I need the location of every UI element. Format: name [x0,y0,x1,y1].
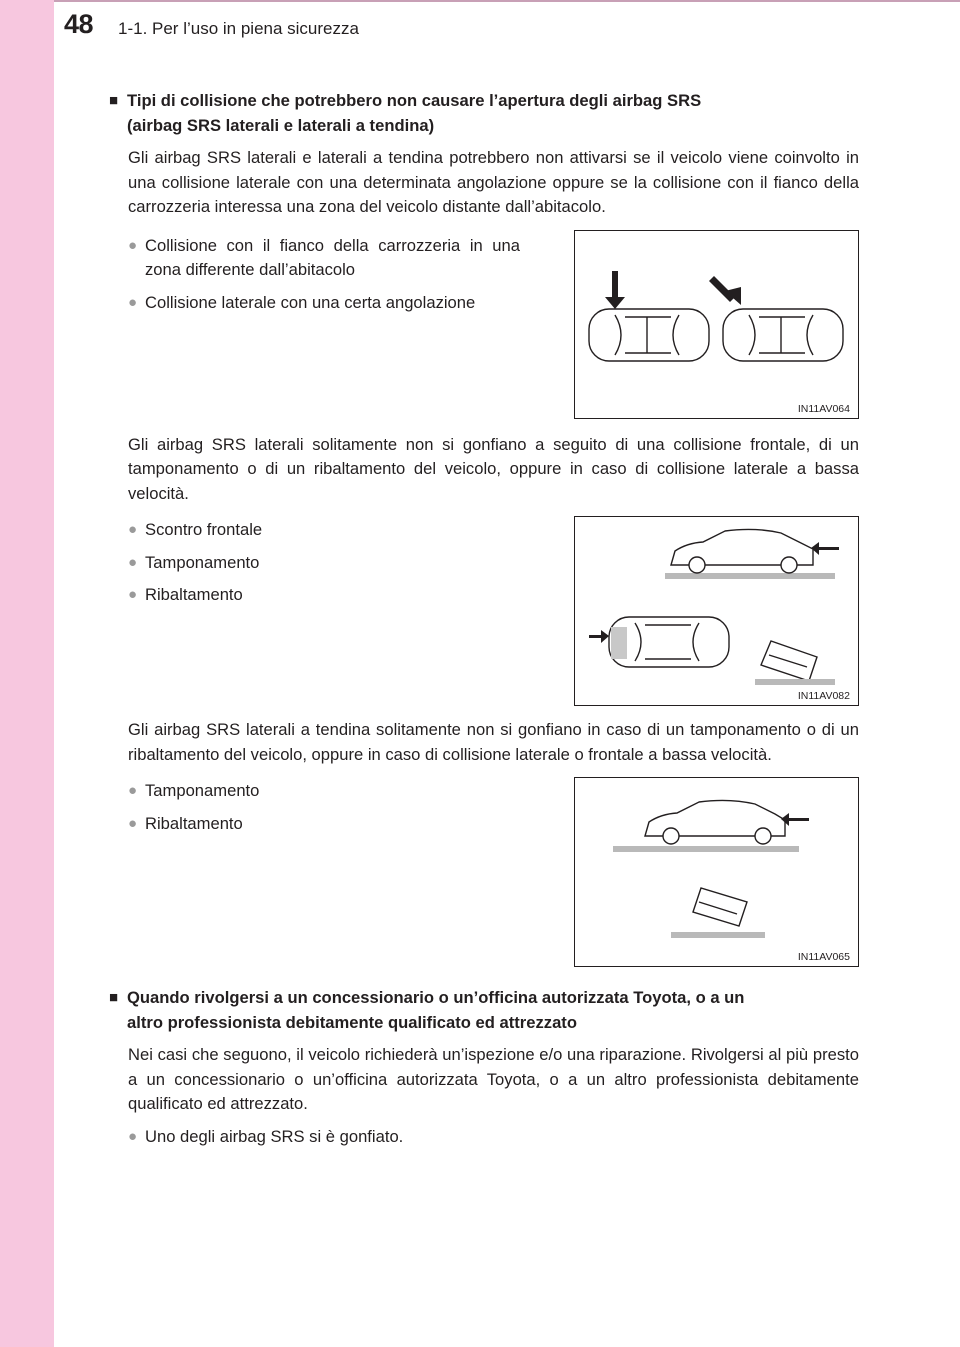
bullet-list-4 [128,1125,859,1150]
rear-rollover-illustration [575,778,858,966]
list-item: ● Collisione laterale con una certa angolazione [128,291,520,316]
page-number: 48 [64,9,94,39]
bullet-icon: ● [128,782,138,799]
block-rear-roll [128,771,859,967]
list-item: ● Ribaltamento [128,812,520,837]
bullet-list-2 [128,510,520,706]
bullet-list-1 [128,226,520,419]
list-item: ● Uno degli airbag SRS si è gonfiato. [128,1125,859,1150]
figure-front-rear-rollover [574,516,859,706]
bullet-icon: ● [128,521,138,538]
square-bullet-icon: ■ [109,989,119,1006]
block-front-rear-roll [128,510,859,706]
bullet-icon: ● [128,586,138,603]
section1-heading [109,88,859,138]
bullet-icon: ● [128,236,138,254]
figure-side-collision [574,230,859,419]
list-item: ● Collisione con il fianco della carrozzeria in una zona differente dall’abitacolo [128,234,520,283]
list-item: ● Ribaltamento [128,583,520,608]
side-collision-illustration [575,231,858,418]
paragraph-side-airbag: Gli airbag SRS laterali solitamente non si gonfiano a seguito di una collisione frontale, di un tamponamento o di un ribaltamento del veicolo, oppure in caso di collisione laterale a bassa velocità. [128,434,859,503]
side-tab-strip [0,0,54,1347]
figure-rear-rollover [574,777,859,967]
section1-intro: Gli airbag SRS laterali e laterali a tendina potrebbero non attivarsi se il veicolo viene coinvolto in una collisione laterale con una determinata angolazione oppure se la collisione con il fianco della carrozzeria interessa una zona del veicolo distante dall’abitacolo. [128,148,859,216]
figure-code: IN11AV065 [797,951,850,963]
bullet-icon: ● [128,553,138,571]
section1-heading-line2: (airbag SRS laterali e laterali a tendina) [127,116,435,135]
figure-code: IN11AV082 [797,690,850,702]
section-title: 1-1. Per l’uso in piena sicurezza [118,19,359,38]
list-item: ● Tamponamento [128,551,520,576]
block-side-angle [128,226,859,419]
bullet-icon: ● [128,1127,138,1145]
section2-heading [109,985,859,1035]
section2-heading-line1: Quando rivolgersi a un concessionario o un’officina autorizzata Toyota, o a un [127,988,745,1007]
list-item: ● Tamponamento [128,779,520,804]
bullet-icon: ● [128,814,138,832]
section1-heading-line1: Tipi di collisione che potrebbero non causare l’apertura degli airbag SRS [127,91,702,110]
section2-heading-line2: altro professionista debitamente qualificato ed attrezzato [127,1013,577,1032]
figure-code: IN11AV064 [797,402,850,415]
list-item: ● Scontro frontale [128,518,520,543]
page-content [109,88,859,1149]
front-rear-rollover-illustration [575,517,858,705]
bullet-list-3 [128,771,520,967]
paragraph-curtain-airbag: Gli airbag SRS laterali a tendina solitamente non si gonfiano in caso di un tamponamento o di un ribaltamento del veicolo, oppure in caso di collisione laterale o frontale a bassa velocità. [128,720,859,764]
square-bullet-icon: ■ [109,92,119,109]
bullet-icon: ● [128,293,138,311]
header-rule [54,0,960,2]
section2-intro: Nei casi che seguono, il veicolo richiederà un’ispezione e/o una riparazione. Rivolgersi al più presto a un concessionario o un’officina autorizzata Toyota, o a un altro professionista debitamente qualificato ed attrezzato. [128,1045,859,1113]
